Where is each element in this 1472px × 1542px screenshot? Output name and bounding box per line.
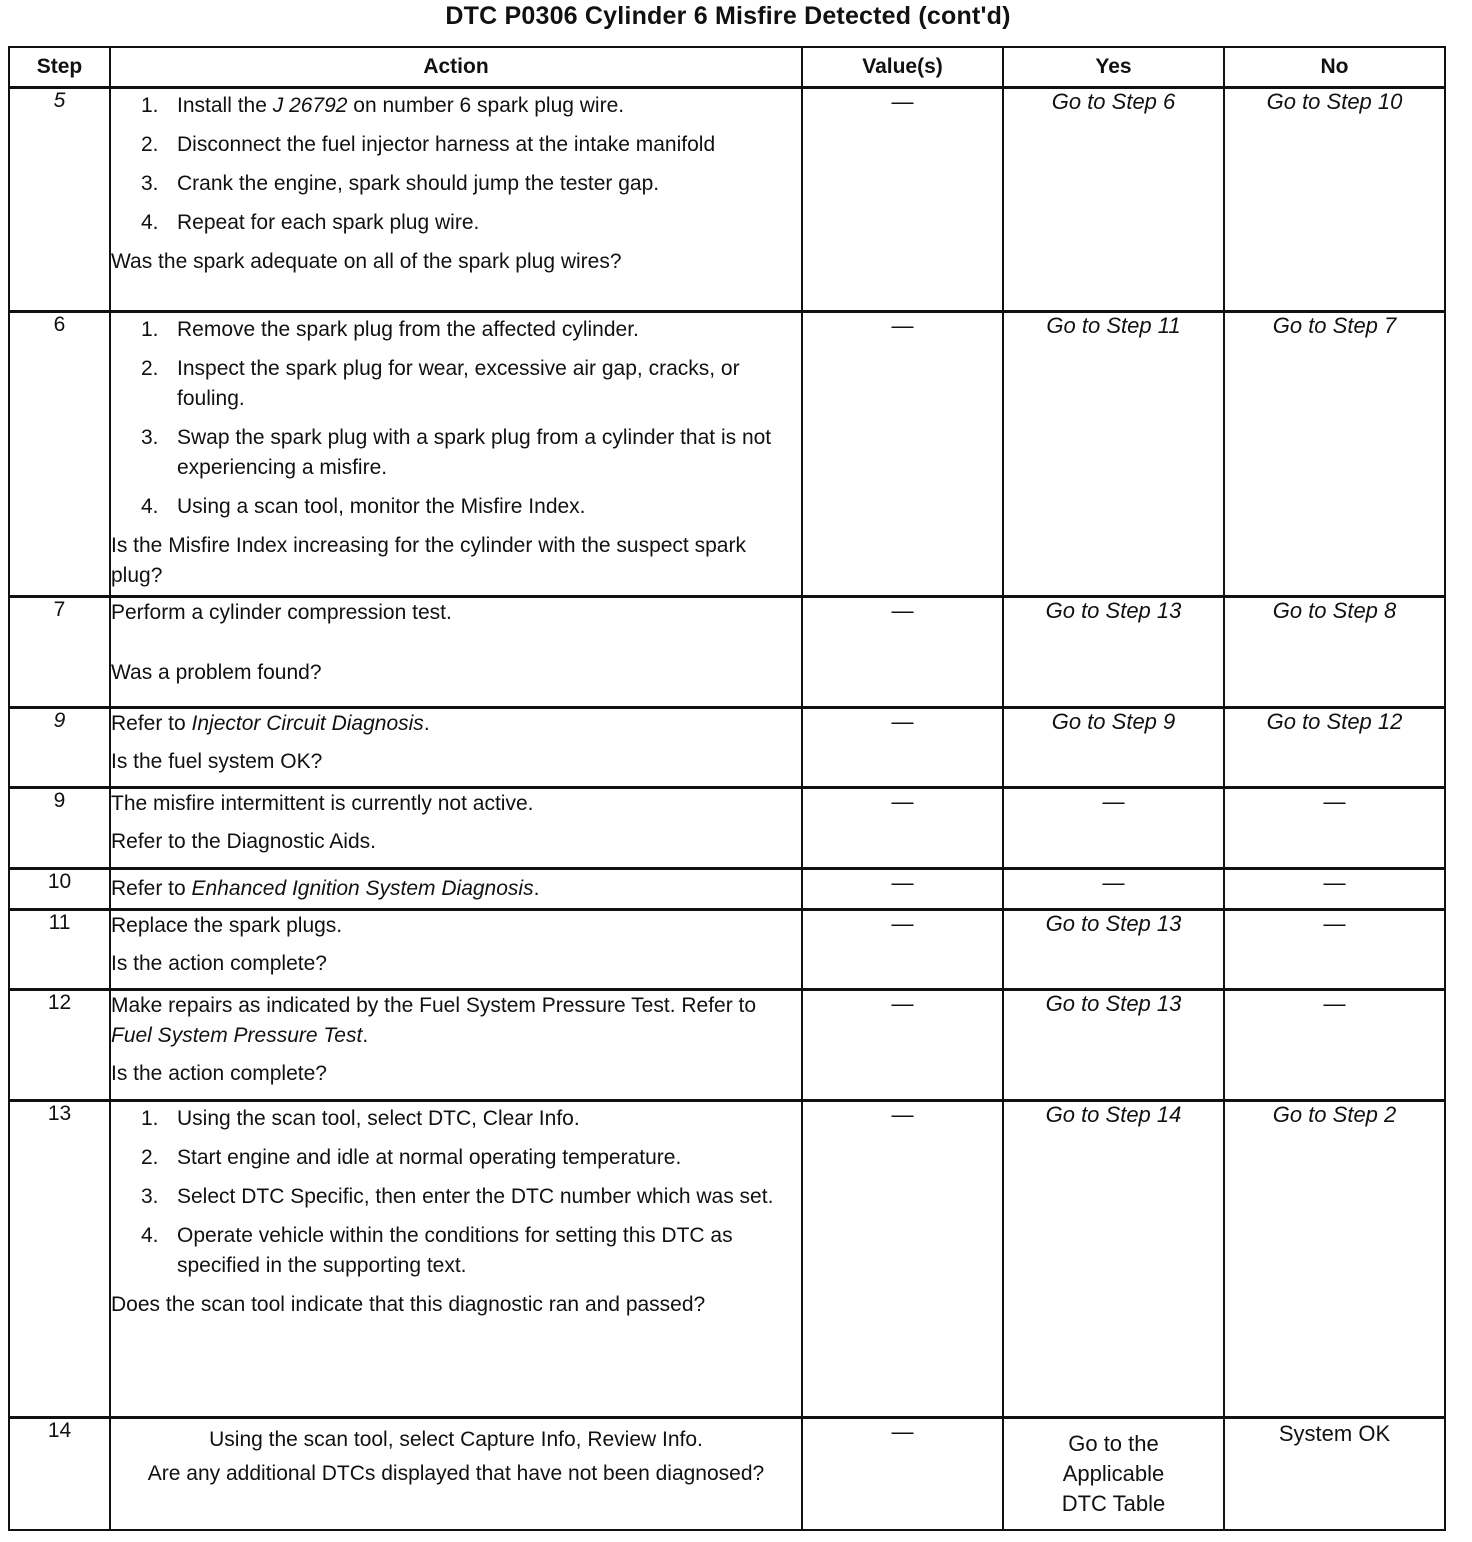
action-cell (110, 708, 802, 788)
action-cell (110, 88, 802, 312)
action-cell (110, 1418, 802, 1530)
no-cell: — (1224, 869, 1445, 910)
step-number: 12 (9, 990, 110, 1101)
yes-cell: Go to Step 9 (1003, 708, 1224, 788)
action-cell (110, 312, 802, 597)
list-item: 4. Operate vehicle within the conditions for setting this DTC as specified in the supporting text. (141, 1224, 733, 1277)
table-row (9, 597, 1445, 708)
table-row (9, 312, 1445, 597)
yes-cell: Go to Step 13 (1003, 990, 1224, 1101)
action-text: Perform a cylinder compression test. (111, 601, 452, 624)
list-item: 1. Using the scan tool, select DTC, Clear Info. (141, 1107, 580, 1130)
header-action: Action (110, 47, 802, 88)
step-number: 6 (9, 312, 110, 597)
action-text: The misfire intermittent is currently not active. (111, 792, 534, 815)
question-text: Is the action complete? (111, 952, 327, 975)
table-row (9, 788, 1445, 869)
step-number: 10 (9, 869, 110, 910)
value-cell: — (802, 1418, 1003, 1530)
action-text: Using the scan tool, select Capture Info, Review Info. (209, 1428, 703, 1451)
no-cell: Go to Step 12 (1224, 708, 1445, 788)
action-text: Make repairs as indicated by the Fuel System Pressure Test. Refer to Fuel System Pressure Test. (111, 994, 757, 1047)
question-text: Was the spark adequate on all of the spark plug wires? (111, 250, 622, 273)
table-row (9, 708, 1445, 788)
value-cell: — (802, 88, 1003, 312)
no-cell: Go to Step 8 (1224, 597, 1445, 708)
list-item: 3. Select DTC Specific, then enter the DTC number which was set. (141, 1185, 774, 1208)
step-number: 5 (9, 88, 110, 312)
action-cell (110, 1101, 802, 1418)
question-text: Was a problem found? (111, 661, 322, 684)
value-cell: — (802, 312, 1003, 597)
no-cell: Go to Step 2 (1224, 1101, 1445, 1418)
list-item: 2. Inspect the spark plug for wear, excessive air gap, cracks, or fouling. (141, 357, 740, 410)
yes-cell: Go to Step 13 (1003, 910, 1224, 990)
step-number: 9 (9, 708, 110, 788)
no-cell: Go to Step 10 (1224, 88, 1445, 312)
yes-cell: Go to Step 11 (1003, 312, 1224, 597)
action-cell (110, 990, 802, 1101)
value-cell: — (802, 708, 1003, 788)
question-text: Does the scan tool indicate that this diagnostic ran and passed? (111, 1293, 706, 1316)
table-row (9, 1101, 1445, 1418)
action-cell (110, 910, 802, 990)
page-title: DTC P0306 Cylinder 6 Misfire Detected (cont'd) (445, 2, 1011, 30)
question-text: Is the action complete? (111, 1062, 327, 1085)
value-cell: — (802, 597, 1003, 708)
step-number: 13 (9, 1101, 110, 1418)
yes-cell: Go to Step 6 (1003, 88, 1224, 312)
list-item: 4. Using a scan tool, monitor the Misfire Index. (141, 495, 586, 518)
action-text: Refer to Enhanced Ignition System Diagnosis. (111, 877, 540, 900)
action-cell (110, 597, 802, 708)
list-item: 1. Install the J 26792 on number 6 spark plug wire. (141, 94, 625, 117)
action-cell (110, 788, 802, 869)
header-values: Value(s) (802, 47, 1003, 88)
list-item: 2. Disconnect the fuel injector harness at the intake manifold (141, 133, 716, 156)
list-item: 4. Repeat for each spark plug wire. (141, 211, 480, 234)
no-cell: Go to Step 7 (1224, 312, 1445, 597)
yes-cell: Go to the Applicable DTC Table (1003, 1418, 1224, 1530)
value-cell: — (802, 869, 1003, 910)
list-item: 1. Remove the spark plug from the affected cylinder. (141, 318, 639, 341)
list-item: 3. Crank the engine, spark should jump the tester gap. (141, 172, 660, 195)
step-number: 9 (9, 788, 110, 869)
header-yes: Yes (1003, 47, 1224, 88)
step-number: 11 (9, 910, 110, 990)
yes-cell: — (1003, 869, 1224, 910)
list-item: 2. Start engine and idle at normal operating temperature. (141, 1146, 682, 1169)
no-cell: — (1224, 788, 1445, 869)
table-row (9, 990, 1445, 1101)
action-text: Refer to Injector Circuit Diagnosis. (111, 712, 430, 735)
header-step: Step (9, 47, 110, 88)
question-text: Is the Misfire Index increasing for the cylinder with the suspect spark plug? (111, 534, 746, 587)
question-text: Refer to the Diagnostic Aids. (111, 830, 376, 853)
value-cell: — (802, 990, 1003, 1101)
table-header-row (9, 47, 1445, 88)
no-cell: — (1224, 990, 1445, 1101)
header-no: No (1224, 47, 1445, 88)
question-text: Is the fuel system OK? (111, 750, 323, 773)
no-cell: System OK (1224, 1418, 1445, 1530)
table-row (9, 869, 1445, 910)
yes-cell: — (1003, 788, 1224, 869)
action-text: Replace the spark plugs. (111, 914, 343, 937)
value-cell: — (802, 788, 1003, 869)
value-cell: — (802, 1101, 1003, 1418)
list-item: 3. Swap the spark plug with a spark plug from a cylinder that is not experiencing a misfire. (141, 426, 772, 479)
table-row (9, 88, 1445, 312)
step-number: 14 (9, 1418, 110, 1530)
yes-cell: Go to Step 13 (1003, 597, 1224, 708)
yes-cell: Go to Step 14 (1003, 1101, 1224, 1418)
no-cell: — (1224, 910, 1445, 990)
step-number: 7 (9, 597, 110, 708)
diagnostic-table (8, 46, 1446, 1531)
action-cell (110, 869, 802, 910)
table-row (9, 1418, 1445, 1530)
value-cell: — (802, 910, 1003, 990)
question-text: Are any additional DTCs displayed that have not been diagnosed? (147, 1462, 765, 1485)
table-row (9, 910, 1445, 990)
